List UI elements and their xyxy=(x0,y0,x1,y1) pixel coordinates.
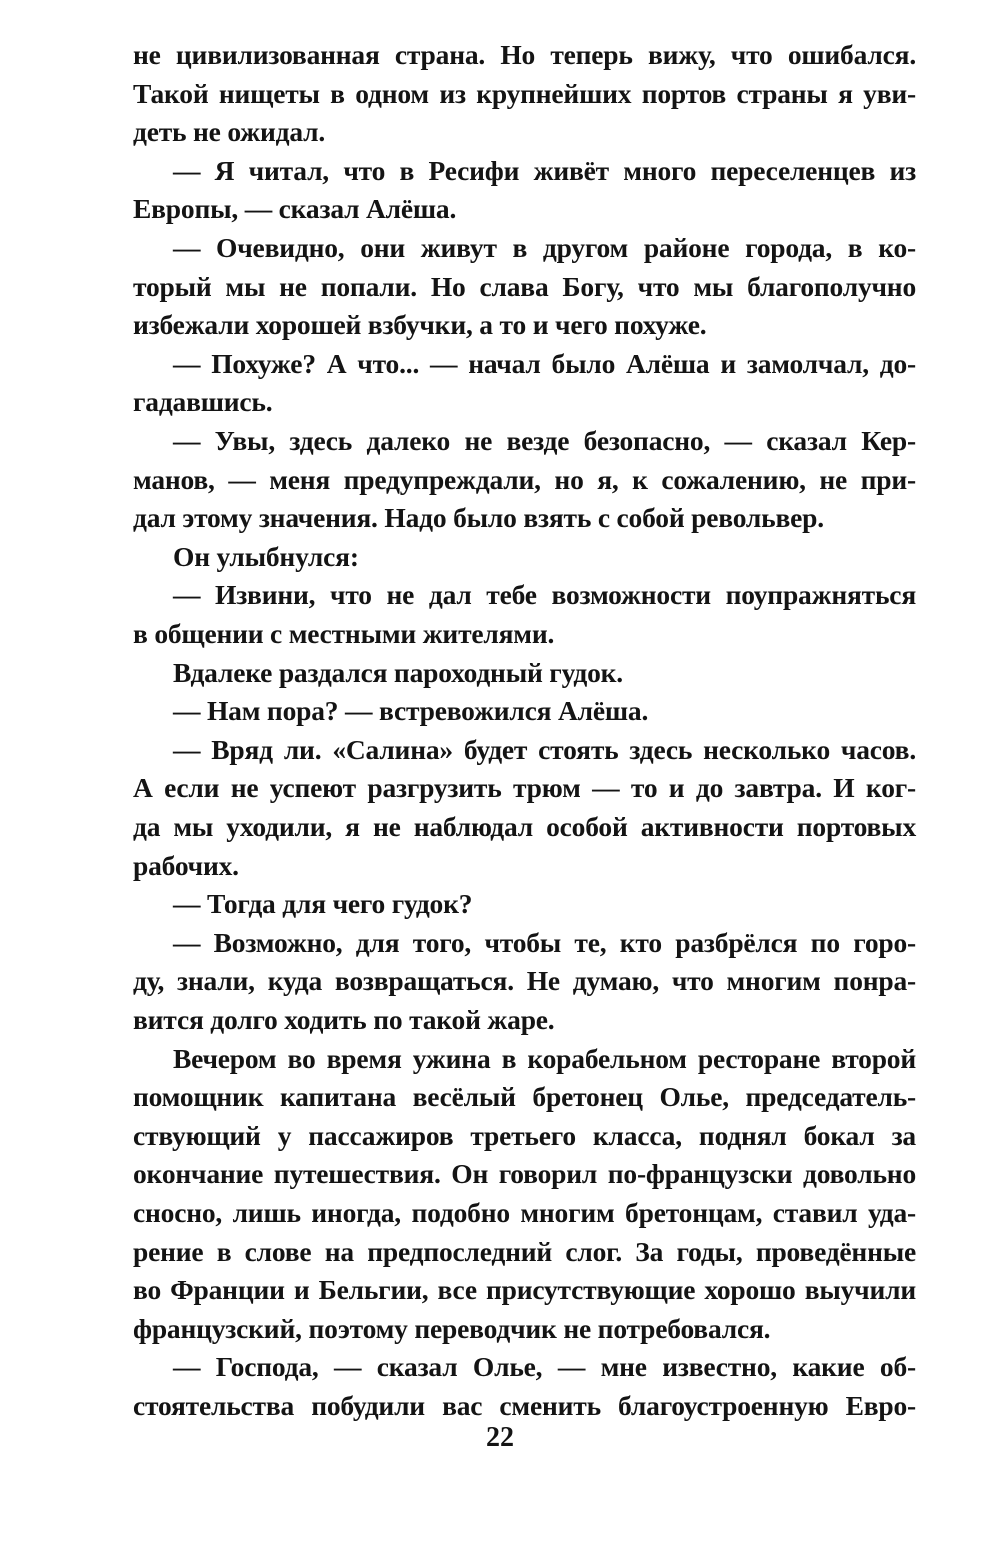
text-line: — Увы, здесь далеко не везде безопасно, — сказал Кер- xyxy=(173,425,916,456)
text-line: — Нам пора? — встревожился Алёша. xyxy=(173,695,649,727)
text-line: Такой нищеты в одном из крупнейших портов страны я уви- xyxy=(133,77,916,109)
text-line: ствующий у пассажиров третьего класса, поднял бокал за xyxy=(133,1119,916,1151)
text-line: Он улыбнулся: xyxy=(173,540,359,572)
text-line: — Похуже? А что... — начал было Алёша и замолчал, до- xyxy=(173,347,916,379)
text-line: окончание путешествия. Он говорил по-французски довольно xyxy=(133,1158,916,1190)
text-line: — Я читал, что в Ресифи живёт много переселенцев из xyxy=(173,154,916,186)
text-line: французский, поэтому переводчик не потребовался. xyxy=(133,1312,771,1344)
text-line: — Тогда для чего гудок? xyxy=(173,888,473,920)
text-line: Вечером во время ужина в корабельном ресторане второй xyxy=(173,1042,916,1074)
text-line: во Франции и Бельгии, все присутствующие хорошо выучили xyxy=(133,1274,916,1306)
text-line: рение в слове на предпоследний слог. За годы, проведённые xyxy=(133,1235,916,1267)
text-line: рабочих. xyxy=(133,849,239,881)
text-line: манов, — меня предупреждали, но я, к сожалению, не при- xyxy=(133,463,916,495)
text-line: — Возможно, для того, чтобы те, кто разбрёлся по горо- xyxy=(173,926,916,958)
text-line: деть не ожидал. xyxy=(133,116,326,148)
text-line: — Вряд ли. «Салина» будет стоять здесь несколько часов. xyxy=(173,733,916,765)
text-line: сносно, лишь иногда, подобно многим бретонцам, ставил уда- xyxy=(133,1197,916,1228)
text-line: — Очевидно, они живут в другом районе города, в ко- xyxy=(173,232,916,263)
text-line: — Господа, — сказал Олье, — мне известно, какие об- xyxy=(173,1351,916,1383)
text-line: не цивилизованная страна. Но теперь вижу, что ошибался. xyxy=(133,39,916,70)
text-line: избежали хорошей взбучки, а то и чего похуже. xyxy=(133,309,707,341)
text-line: стоятельства побудили вас сменить благоустроенную Евро- xyxy=(133,1390,916,1421)
text-line: в общении с местными жителями. xyxy=(133,618,555,649)
text-line: Вдалеке раздался пароходный гудок. xyxy=(173,656,623,688)
text-line: ду, знали, куда возвращаться. Не думаю, что многим понра- xyxy=(133,965,916,997)
text-line: дал этому значения. Надо было взять с собой револьвер. xyxy=(133,502,824,534)
text-line: да мы уходили, я не наблюдал особой активности портовых xyxy=(133,811,916,842)
text-line: помощник капитана весёлый бретонец Олье, председатель- xyxy=(133,1081,916,1113)
text-line: Европы, — сказал Алёша. xyxy=(133,193,457,225)
page-number: 22 xyxy=(486,1422,514,1453)
text-line: А если не успеют разгрузить трюм — то и до завтра. И ког- xyxy=(133,772,916,804)
text-line: вится долго ходить по такой жаре. xyxy=(133,1004,555,1035)
text-line: — Извини, что не дал тебе возможности поупражняться xyxy=(173,579,916,611)
text-line: гадавшись. xyxy=(133,386,273,418)
text-line: торый мы не попали. Но слава Богу, что мы благополучно xyxy=(133,270,916,302)
